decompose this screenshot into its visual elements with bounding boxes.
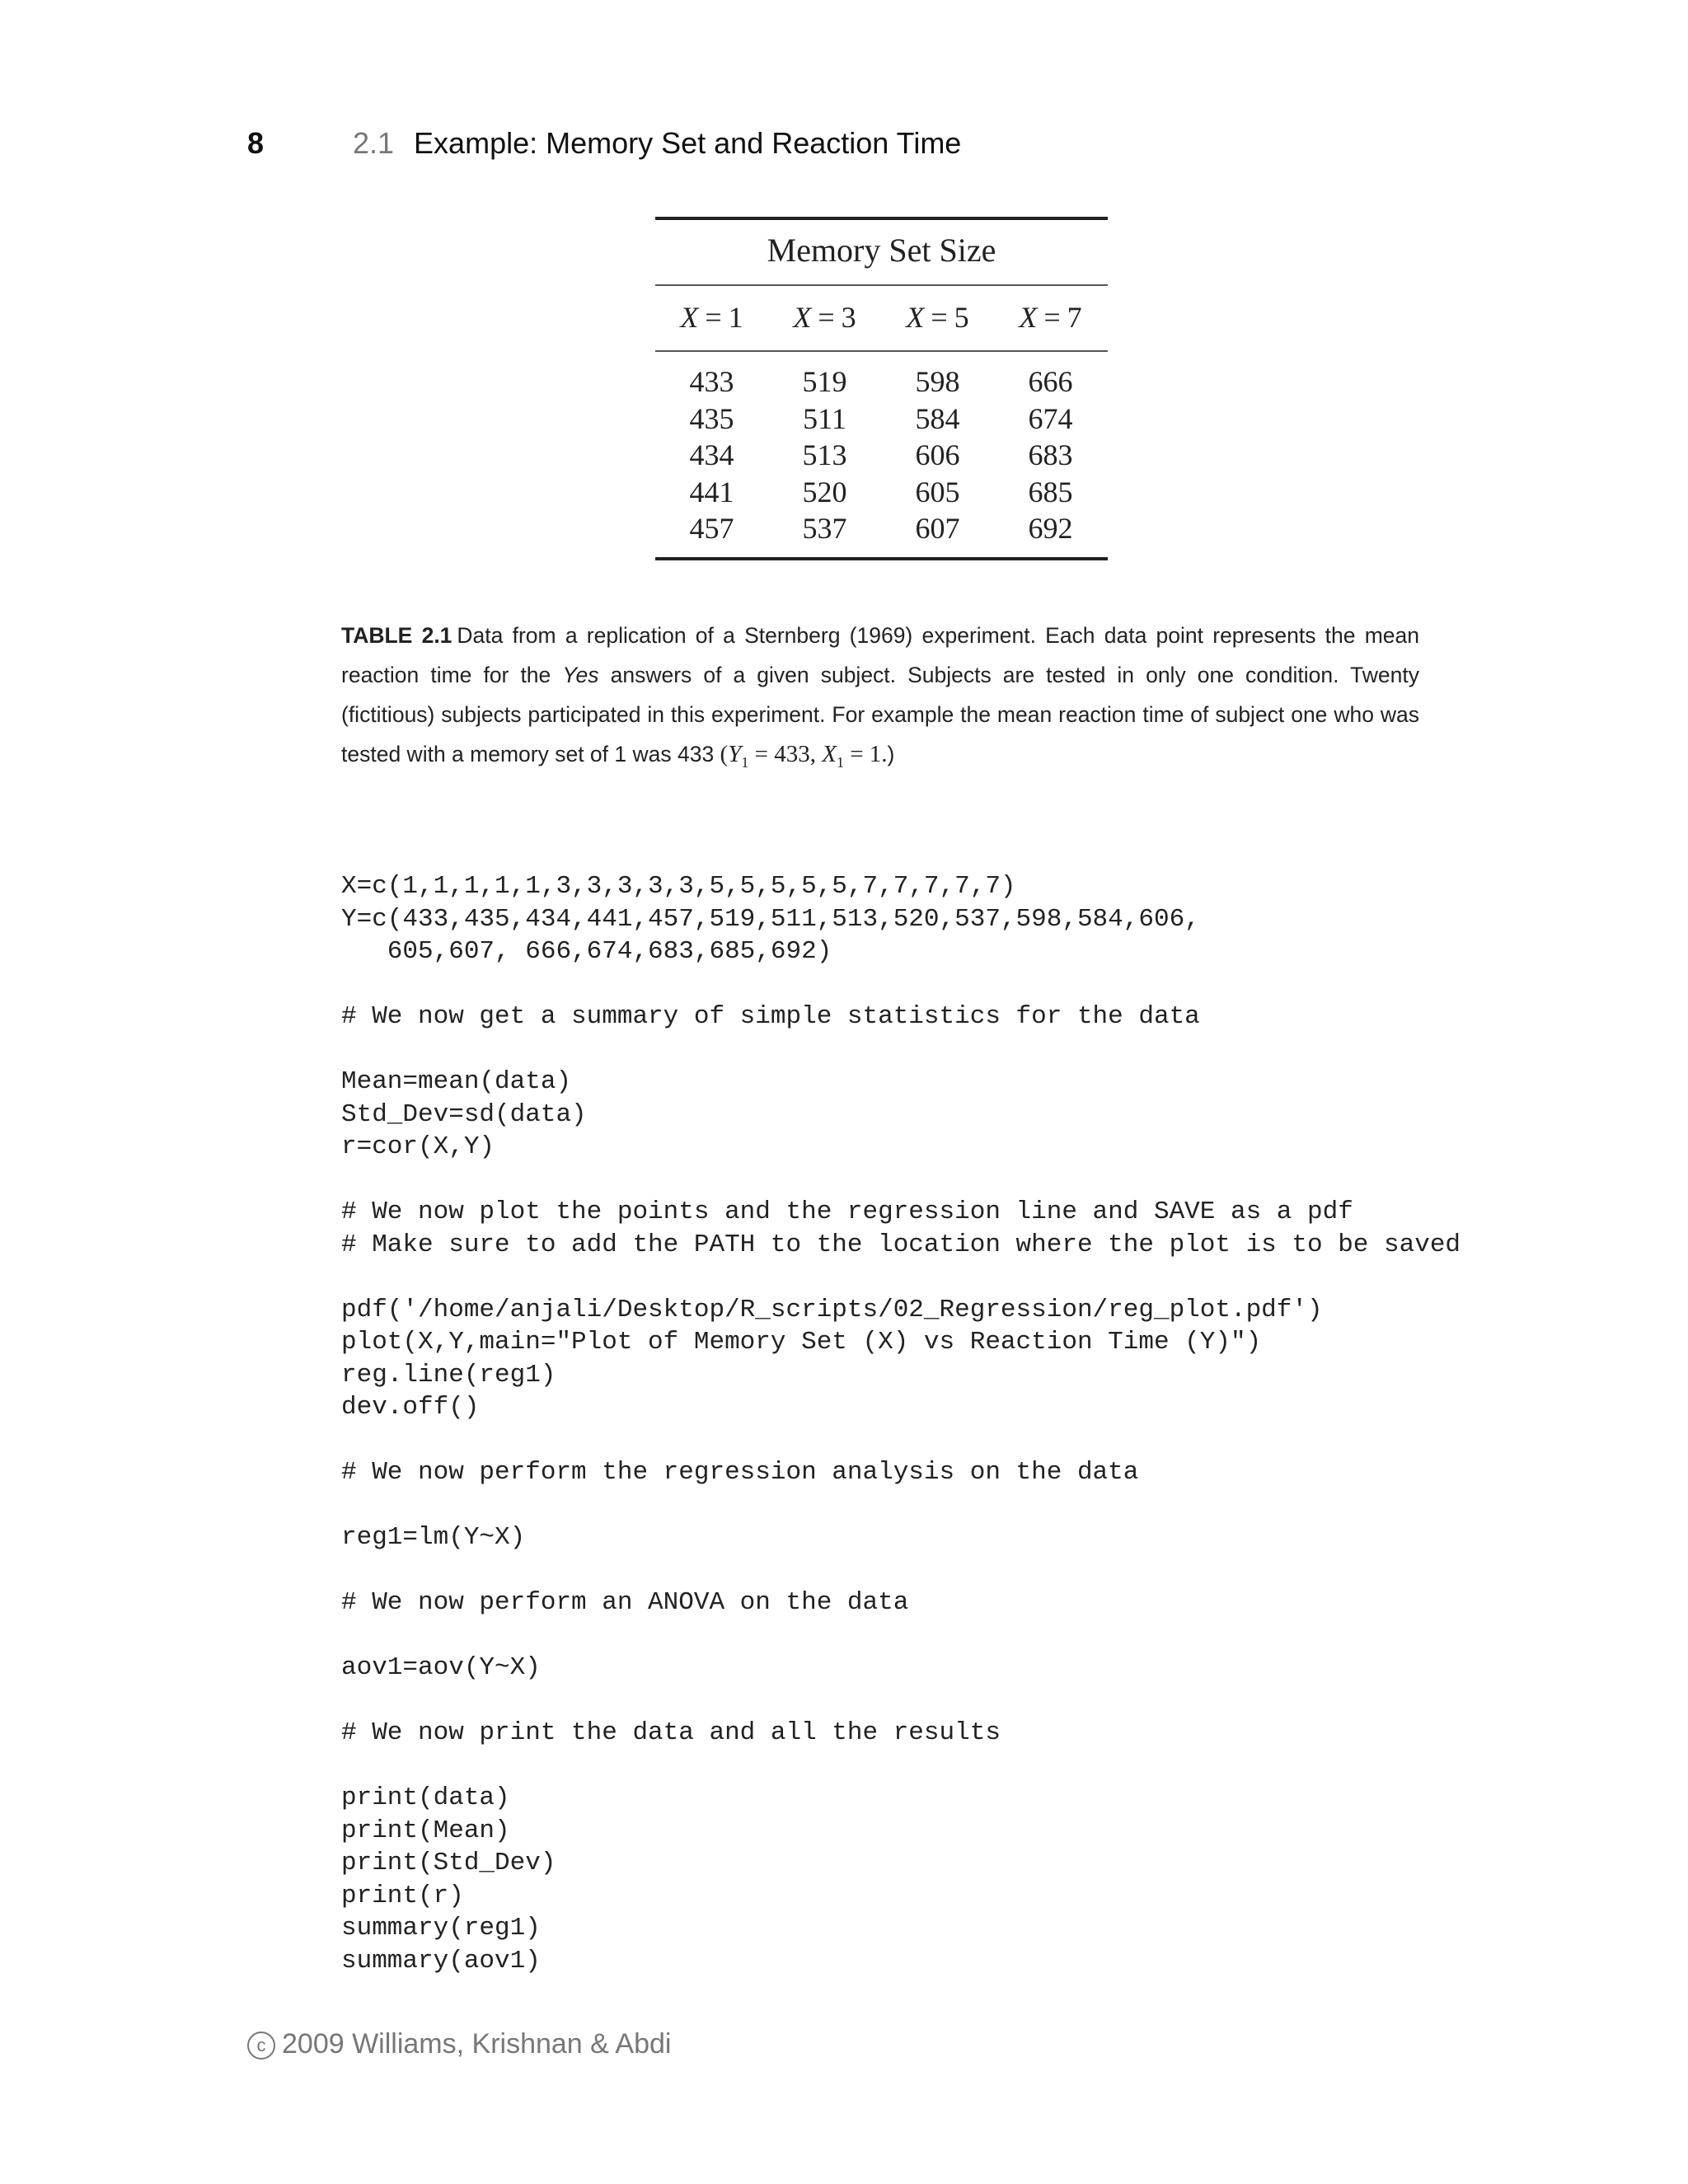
- table-cell: 683: [1028, 438, 1073, 471]
- code-line: [341, 1750, 1495, 1783]
- code-line: print(Mean): [341, 1816, 510, 1845]
- r-code-listing: [341, 870, 1495, 1977]
- table-cell: 511: [803, 401, 846, 435]
- table-column-headers: [655, 286, 1108, 350]
- table-cell: 605: [915, 475, 960, 509]
- table-cell: 441: [689, 475, 734, 509]
- caption-text: Data from a replication of a Sternberg (1969) experiment. Each data point represents the mean reaction time for the: [341, 623, 1420, 687]
- code-line: [341, 1261, 1495, 1294]
- code-line: r=cor(X,Y): [341, 1132, 495, 1161]
- table-cell: 692: [1028, 512, 1073, 545]
- code-line: # We now plot the points and the regression line and SAVE as a pdf: [341, 1197, 1353, 1226]
- table-cell: 457: [689, 512, 734, 545]
- column-header: X = 3: [793, 301, 856, 334]
- caption-italic-word: Yes: [562, 663, 599, 687]
- table-row: [655, 510, 1108, 547]
- memory-set-table: [655, 217, 1108, 560]
- table-cell: 584: [915, 401, 960, 435]
- table-cell: 519: [802, 365, 847, 398]
- column-header: X = 7: [1019, 301, 1082, 334]
- code-line: # We now perform an ANOVA on the data: [341, 1588, 909, 1617]
- code-line: summary(reg1): [341, 1914, 541, 1943]
- table-cell: 433: [689, 365, 734, 398]
- table-cell: 513: [802, 438, 847, 471]
- code-line: reg.line(reg1): [341, 1360, 556, 1390]
- code-line: [341, 1164, 1495, 1197]
- table-row: [655, 363, 1108, 401]
- code-line: Mean=mean(data): [341, 1067, 572, 1096]
- code-line: plot(X,Y,main="Plot of Memory Set (X) vs Reaction Time (Y)"): [341, 1328, 1262, 1357]
- caption-text-continued: answers of a given subject. Subjects are tested in only one condition. Twenty (fictitious) subjects participated in this experiment. For example the mean reaction time of subject one who was tested with a memory set of 1 was 433: [341, 663, 1419, 766]
- table-cell: 435: [689, 401, 734, 435]
- code-line: # We now print the data and all the results: [341, 1718, 1001, 1747]
- table-cell: 606: [915, 438, 960, 471]
- footer-text: 2009 Williams, Krishnan & Abdi: [282, 2028, 672, 2060]
- code-line: dev.off(): [341, 1393, 480, 1422]
- table-row: [655, 437, 1108, 474]
- table-bottom-rule: [655, 557, 1108, 560]
- table-caption: [341, 616, 1419, 782]
- table-cell: 685: [1028, 475, 1073, 509]
- section-title: Example: Memory Set and Reaction Time: [414, 126, 962, 160]
- code-line: Y=c(433,435,434,441,457,519,511,513,520,537,598,584,606,: [341, 904, 1200, 934]
- table-row: [655, 474, 1108, 511]
- table-cell: 607: [915, 512, 960, 545]
- code-line: [341, 1033, 1495, 1066]
- copyright-icon: c: [247, 2032, 275, 2060]
- table-cell: 434: [689, 438, 734, 471]
- code-line: [341, 1619, 1495, 1652]
- caption-math: ($Y_1 = 433$, $X_1 = 1$.: [720, 741, 888, 771]
- column-header: X = 5: [906, 301, 969, 334]
- code-line: # Make sure to add the PATH to the location where the plot is to be saved: [341, 1230, 1461, 1259]
- copyright-footer: [247, 2026, 671, 2062]
- table-body: [655, 352, 1108, 557]
- code-line: aov1=aov(Y~X): [341, 1653, 541, 1682]
- table-cell: 674: [1028, 401, 1073, 435]
- code-line: print(data): [341, 1783, 510, 1812]
- code-line: Std_Dev=sd(data): [341, 1099, 587, 1129]
- caption-close-paren: ): [887, 742, 895, 766]
- page-number: 8: [247, 126, 265, 160]
- table-cell: 666: [1028, 365, 1073, 398]
- code-line: [341, 1424, 1495, 1457]
- code-line: pdf('/home/anjali/Desktop/R_scripts/02_Regression/reg_plot.pdf'): [341, 1295, 1323, 1324]
- table-cell: 520: [802, 475, 847, 509]
- code-line: 605,607, 666,674,683,685,692): [341, 937, 832, 966]
- running-head: [353, 124, 961, 163]
- table-title: Memory Set Size: [767, 232, 996, 269]
- code-line: reg1=lm(Y~X): [341, 1523, 526, 1552]
- code-line: print(r): [341, 1881, 464, 1910]
- code-line: print(Std_Dev): [341, 1849, 556, 1877]
- table-cell: 537: [802, 512, 847, 545]
- code-line: X=c(1,1,1,1,1,3,3,3,3,3,5,5,5,5,5,7,7,7,7,7): [341, 872, 1016, 901]
- code-line: [341, 1685, 1495, 1718]
- table-cell: 598: [915, 365, 960, 398]
- column-header: X = 1: [680, 301, 743, 334]
- caption-label: TABLE 2.1: [341, 623, 452, 648]
- code-line: summary(aov1): [341, 1946, 541, 1975]
- code-line: # We now perform the regression analysis on the data: [341, 1458, 1139, 1487]
- section-number: 2.1: [353, 126, 395, 160]
- code-line: # We now get a summary of simple statistics for the data: [341, 1002, 1200, 1031]
- code-line: [341, 1489, 1495, 1522]
- code-line: [341, 968, 1495, 1001]
- code-line: [341, 1554, 1495, 1587]
- table-row: [655, 401, 1108, 438]
